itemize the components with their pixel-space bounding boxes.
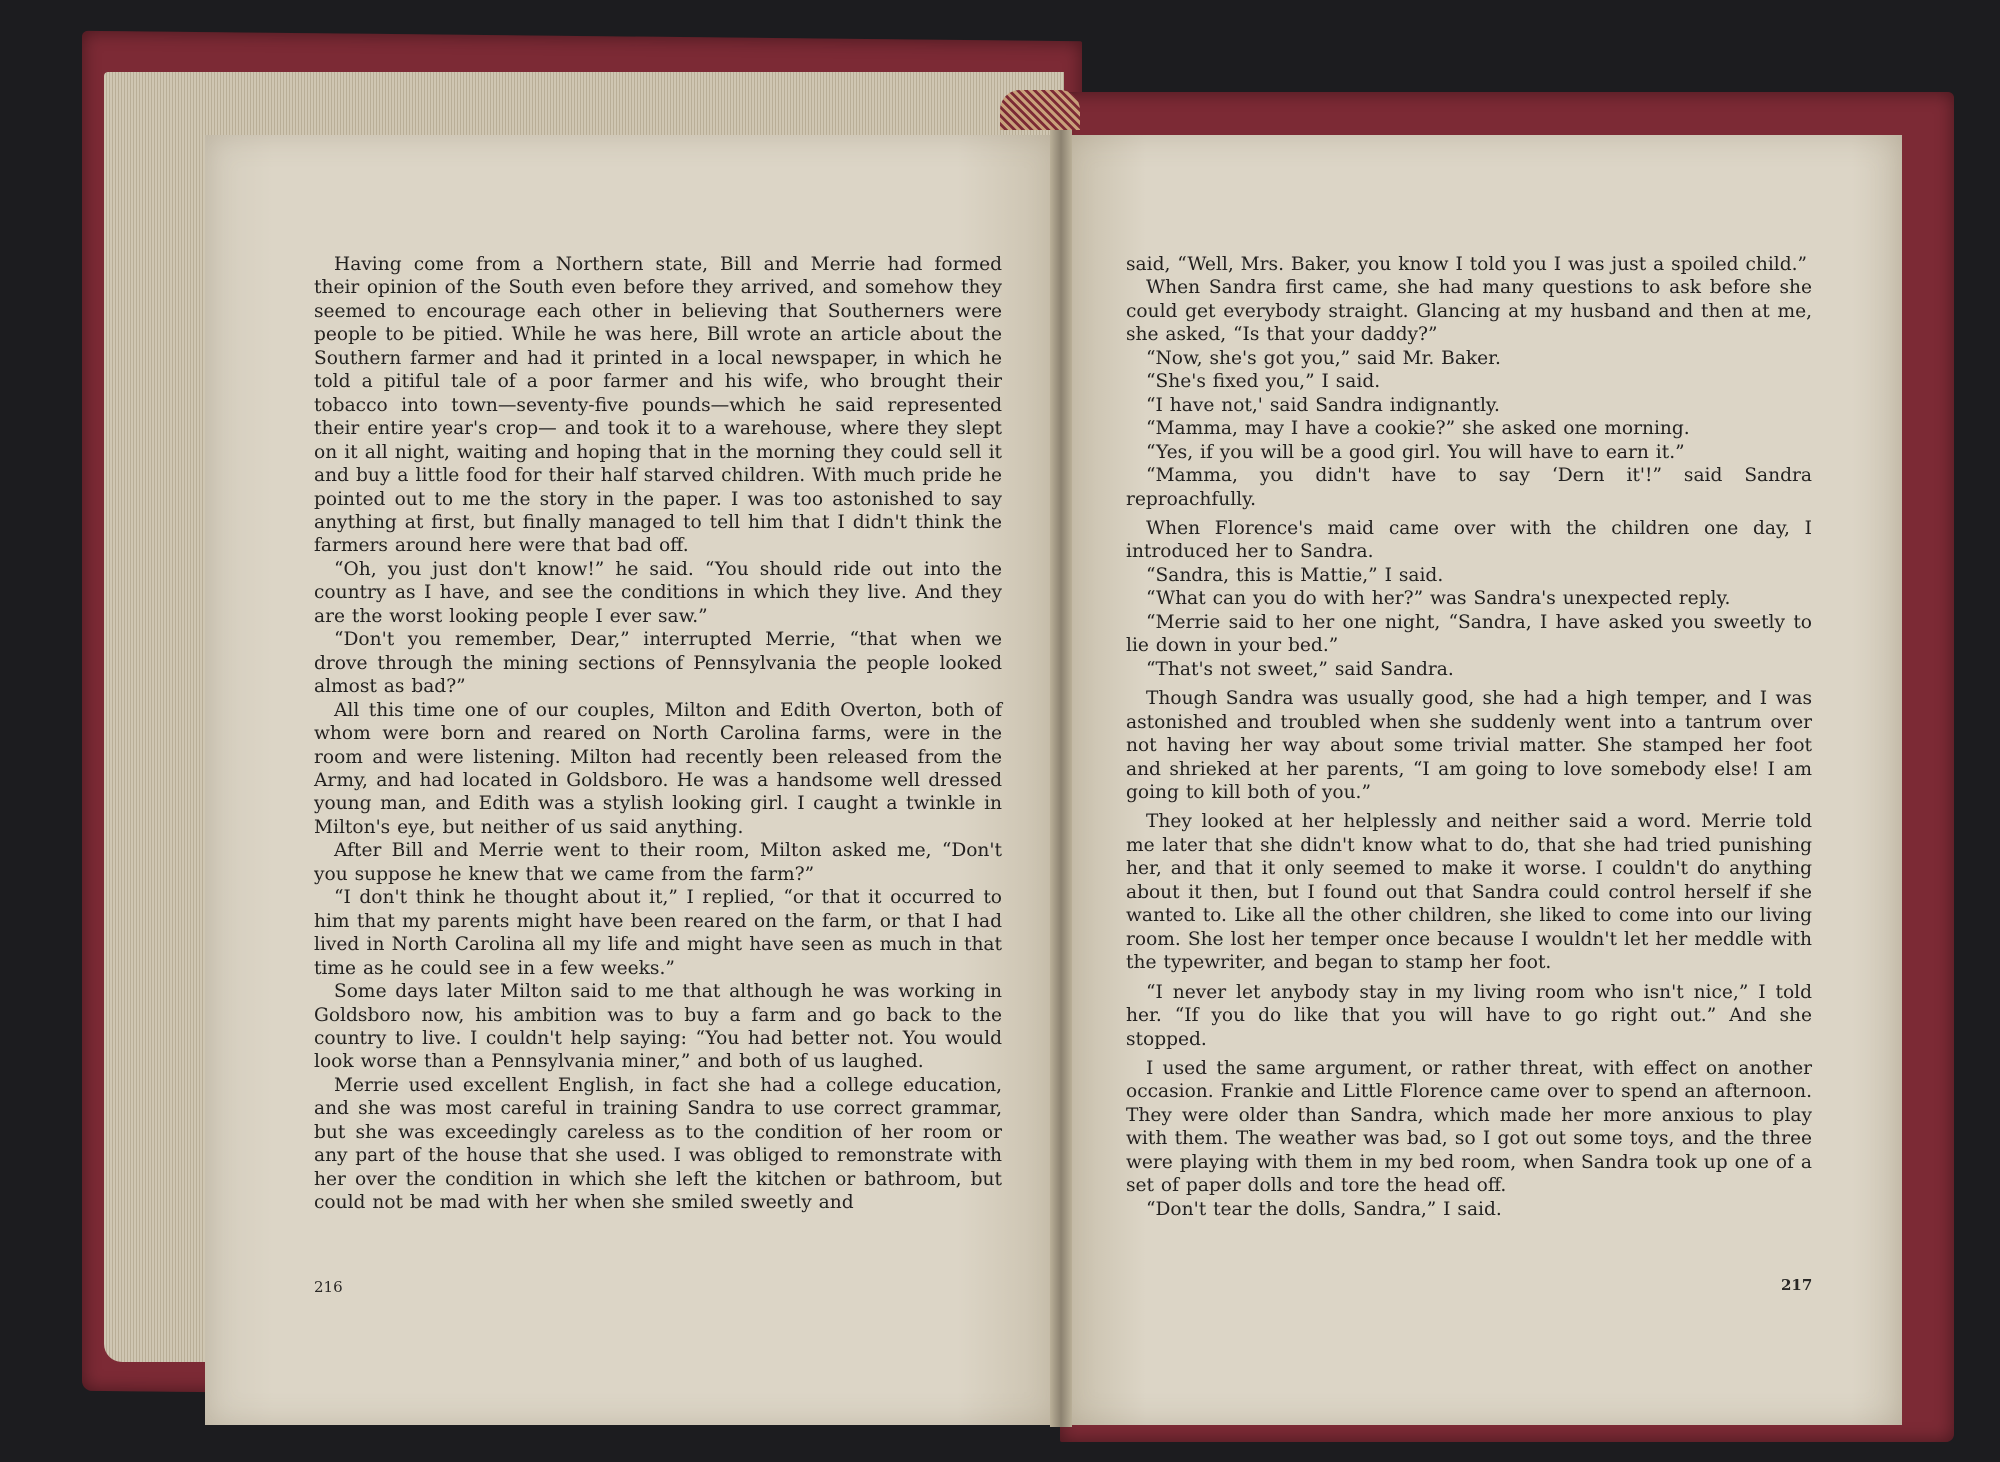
paragraph: When Florence's maid came over with the children one day, I introduced her to Sandra.: [1126, 517, 1812, 563]
paragraph: “Don't tear the dolls, Sandra,” I said.: [1146, 1198, 1502, 1220]
paragraph: All this time one of our couples, Milton and Edith Overton, both of whom were born and reared on North Carolina farms, were in the room and were listening. Milton had recently been released from the Army, and had located in Goldsboro. He was a handsome well dressed young man, and Edith was a stylish looking girl. I caught a twinkle in Milton's eye, but neither of us said anything.: [314, 699, 1002, 838]
paragraph: “She's fixed you,” I said.: [1146, 371, 1381, 393]
paragraph: I used the same argument, or rather threat, with effect on another occasion. Frankie and Little Florence came over to spend an afternoon. They were older than Sandra, which made her more anxious to play with them. The weather was bad, so I got out some toys, and the three were playing with them in my bed room, when Sandra took up one of a set of paper dolls and tore the head off.: [1126, 1057, 1812, 1197]
paragraph: They looked at her helplessly and neither said a word. Merrie told me later that she didn't know what to do, that she had tried punishing her, and that it only seemed to make it worse. I couldn't do anything about it then, but I found out that Sandra could control herself if she wanted to. Like all the other children, she liked to come into our living room. She lost her temper once because I wouldn't let her meddle with the typewriter, and began to stamp her foot.: [1126, 811, 1812, 974]
paragraph: “Don't you remember, Dear,” interrupted Merrie, “that when we drove through the mining sections of Pennsylvania the people looked almost as bad?”: [314, 629, 1002, 698]
paragraph: Having come from a Northern state, Bill and Merrie had formed their opinion of the South even before they arrived, and somehow they seemed to encourage each other in believing that Southerners were people to be pitied. While he was here, Bill wrote an article about the Southern farmer and had it printed in a local newspaper, in which he told a pitiful tale of a poor farmer and his wife, who brought their tobacco into town—seventy-five pounds—which he said represented their entire year's crop— and took it to a warehouse, where they slept on it all night, waiting and hoping that in the morning they could sell it and buy a little food for their half starved children. With much pride he pointed out to me the story in the paper. I was too astonished to say anything at first, but finally managed to tell him that I didn't think the farmers around here were that bad off.: [314, 254, 1002, 557]
paragraph: Merrie used excellent English, in fact she had a college education, and she was most careful in training Sandra to use correct grammar, but she was exceedingly careless as to the condition of her room or any part of the house that she used. I was obliged to remonstrate with her over the condition in which she left the kitchen or bathroom, but could not be mad with her when she smiled sweetly and: [314, 1074, 1002, 1214]
paragraph: said, “Well, Mrs. Baker, you know I told you I was just a spoiled child.”: [1126, 254, 1808, 275]
paragraph: “Merrie said to her one night, “Sandra, I have asked you sweetly to lie down in your bed.”: [1126, 611, 1812, 657]
left-page-text: [314, 253, 1002, 1215]
paragraph: “What can you do with her?” was Sandra's unexpected reply.: [1146, 588, 1731, 610]
paragraph: “Sandra, this is Mattie,” I said.: [1146, 564, 1444, 586]
paragraph: “Now, she's got you,” said Mr. Baker.: [1146, 347, 1501, 369]
paragraph: When Sandra first came, she had many questions to ask before she could get everybody straight. Glancing at my husband and then at me, she asked, “Is that your daddy?”: [1126, 277, 1812, 346]
book-gutter: [1050, 125, 1072, 1427]
paragraph: “Yes, if you will be a good girl. You will have to earn it.”: [1146, 441, 1685, 463]
paragraph: “Mamma, you didn't have to say ‘Dern it'!” said Sandra reproachfully.: [1126, 465, 1812, 510]
paragraph: Some days later Milton said to me that although he was working in Goldsboro now, his ambition was to buy a farm and go back to the country to live. I couldn't help saying: “You had better not. You would look worse than a Pennsylvania miner,” and both of us laughed.: [314, 981, 1002, 1073]
paragraph: “I have not,' said Sandra indignantly.: [1146, 394, 1500, 416]
paragraph: “I never let anybody stay in my living room who isn't nice,” I told her. “If you do like that you will have to go right out.” And she stopped.: [1126, 981, 1812, 1050]
paragraph: “That's not sweet,” said Sandra.: [1146, 658, 1454, 680]
right-page-text: [1126, 253, 1812, 1221]
paragraph: “Mamma, may I have a cookie?” she asked one morning.: [1146, 418, 1690, 440]
page-number-right: 217: [1781, 1276, 1813, 1294]
paragraph: After Bill and Merrie went to their room, Milton asked me, “Don't you suppose he knew that we came from the farm?”: [314, 840, 1002, 885]
page-number-left: 216: [314, 1278, 343, 1296]
paragraph: “I don't think he thought about it,” I replied, “or that it occurred to him that my parents might have been reared on the farm, or that I had lived in North Carolina all my life and might have seen as much in that time as he could see in a few weeks.”: [314, 887, 1002, 979]
paragraph: Though Sandra was usually good, she had a high temper, and I was astonished and troubled when she suddenly went into a tantrum over not having her way about some trivial matter. She stamped her foot and shrieked at her parents, “I am going to love somebody else! I am going to kill both of you.”: [1126, 688, 1812, 803]
paragraph: “Oh, you just don't know!” he said. “You should ride out into the country as I have, and see the conditions in which they live. And they are the worst looking people I ever saw.”: [314, 558, 1002, 627]
book-headband: [1000, 90, 1080, 130]
